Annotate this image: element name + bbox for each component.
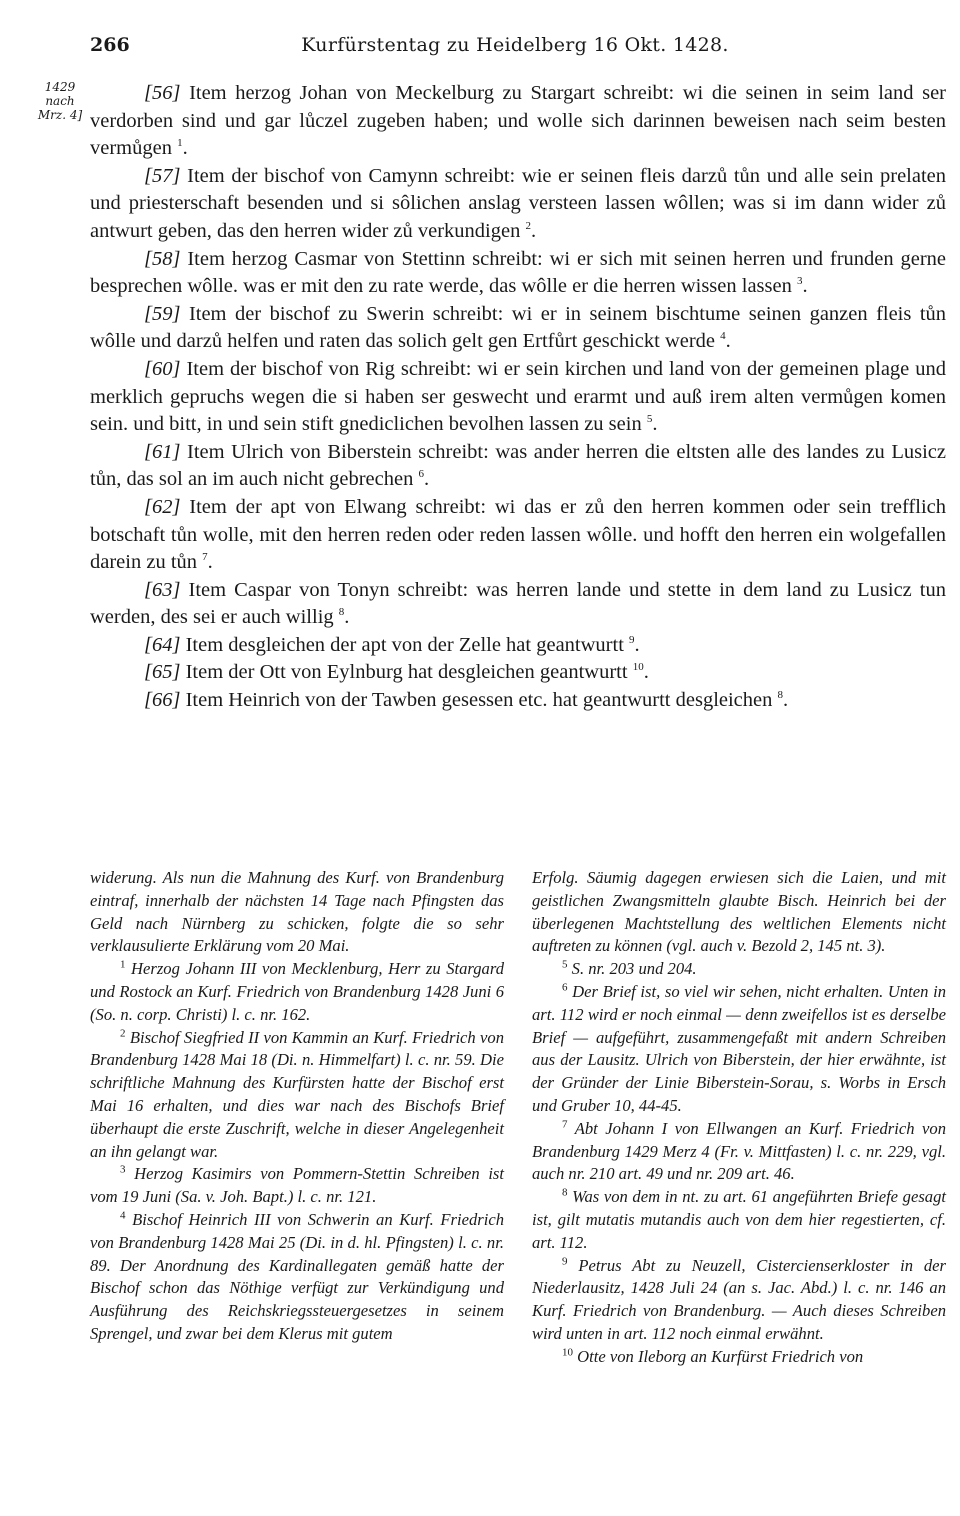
entry-paragraph [90,439,946,494]
footnote-mark: 5 [562,958,568,971]
margin-date-note [32,80,88,122]
page-header [90,34,940,64]
margin-note-line: 1429 [44,80,76,94]
footnote [532,981,946,1118]
margin-note-line: Mrz. 4] [37,108,83,122]
entry-number: [62] [144,495,181,518]
footnote-text: Der Brief ist, so viel wir sehen, nicht erhalten. Unten in art. 112 wird er noch einmal — denn zweifellos ist es derselbe Brief — aufgeführt, zusammengefaßt mit andern Schreiben aus der Lausitz. Ulrich von Biberstein, der hier erwähnte, ist der Gründer der Linie Biberstein-Sorau, s. Worbs in Ersch und Gruber 10, 44-45. [532,981,946,1115]
entry-number: [58] [144,247,181,270]
footnote-text: Bischof Heinrich III von Schwerin an Kurf. Friedrich von Brandenburg 1428 Mai 25 (Di. in d. hl. Pfingsten) l. c. nr. 89. Der Anordnung des Kardinallegaten gemäß hatte der Bischof schon das Nöthige verfügt zur Verkündigung und Ausführung des Reichskriegssteuergesetzes in seinem Sprengel, und zwar bei dem Klerus mit gutem [90,1209,504,1343]
footnote [90,1027,504,1164]
entry-end: . [423,468,430,491]
footnote [532,1255,946,1346]
entry-paragraph [90,301,946,356]
entry-end: . [725,330,731,353]
footnote [90,958,504,1026]
entry-number: [63] [144,578,181,601]
entry-end: . [344,606,350,629]
entry-end: . [182,137,188,160]
footnote-text: Erfolg. Säumig dagegen erwiesen sich die Laien, und mit geistlichen Zwangsmitteln glaubte Bisch. Heinrich bei der überlegenen Machtstellung des weltlichen Elements nicht auftreten zu können (vgl. auch v. Bezold 2, 145 nt. 3). [532,868,946,956]
footnote-mark: 1 [120,958,126,971]
footnote-text: S. nr. 203 und 204. [571,959,697,979]
entry-number: [60] [144,357,181,380]
entry-end: . [802,275,808,298]
entry-number: [65] [144,661,181,684]
entry-number: [66] [144,689,181,712]
footnote [90,867,504,958]
footnote-reference: 4 [720,330,726,343]
footnote-text: widerung. Als nun die Mahnung des Kurf. von Brandenburg eintraf, innerhalb der nächsten 14 Tage nach Pfingsten das Geld nach Nürnberg zu schicken, folgte die so sehr verklausulierte Erklärung vom 20 Mai. [90,868,504,956]
entry-end: . [207,551,213,574]
footnotes-right-column [532,867,946,1369]
footnotes-left-column [90,867,504,1346]
footnote-reference: 6 [418,468,424,481]
footnote-text: Petrus Abt zu Neuzell, Cistercienserkloster in der Niederlausitz, 1428 Juli 24 (an s. Jac. Abd.) l. c. nr. 146 an Kurf. Friedrich von Brandenburg. — Auch dieses Schreiben wird unten in art. 112 noch einmal erwähnt. [532,1255,946,1343]
footnote-mark: 7 [562,1118,568,1131]
entry-paragraph [90,687,946,715]
entry-text: Item der bischof von Camynn schreibt: wie er seinen fleis darzů tůn und alle sein prelaten und priesterschaft besenden und si sôlichen anslag versteen lassen wôllen; was si im dann wider zů antwurt geben, das den herren wider zů verkundigen [90,164,947,242]
footnote-mark: 4 [120,1209,126,1222]
entry-end: . [634,633,640,656]
footnote-text: Herzog Kasimirs von Pommern-Stettin Schreiben ist vom 19 Juni (Sa. v. Joh. Bapt.) l. c. nr. 121. [90,1164,505,1207]
entry-text: Item desgleichen der apt von der Zelle hat geantwurtt [185,633,624,656]
entry-paragraph [90,494,946,577]
entry-paragraph [90,659,946,687]
entry-text: Item der bischof von Rig schreibt: wi er sein kirchen und land von der gemeinen plage und merklich gepruchs wegen die si haben ser geswecht und erarmt und auß irem alten vermůgen komen sein. und bitt, in und sein stift gnediclichen bevolhen lassen zu sein [90,357,947,436]
entry-end: . [652,413,658,436]
footnote-text: Bischof Siegfried II von Kammin an Kurf. Friedrich von Brandenburg 1428 Mai 18 (Di. n. Himmelfart) l. c. nr. 59. Die schriftliche Mahnung des Kurfürsten hatte der Bischof erst Mai 16 erhalten, und dies war nach des Bischofs Brief überhaupt die erste Zuschrift, welche in dieser Angelegenheit an ihn gelangt war. [90,1027,504,1161]
entry-text: Item der bischof zu Swerin schreibt: wi er in seinem bischtume seinen ganzen fleis tůn wôlle und darzů helfen und raten das solich gelt gen Ertfůrt geschickt werde [90,302,947,353]
footnote [90,1209,504,1346]
footnote-mark: 10 [562,1346,573,1359]
footnote [90,1163,504,1209]
footnote-text: Otte von Ileborg an Kurfürst Friedrich von [577,1346,864,1366]
entry-paragraph [90,80,946,163]
footnote-mark: 6 [562,981,568,994]
footnote-text: Herzog Johann III von Mecklenburg, Herr zu Stargard und Rostock an Kurf. Friedrich von Brandenburg 1428 Juni 6 (So. n. corp. Christi) l. c. nr. 162. [90,959,504,1024]
footnote-reference: 9 [629,634,635,647]
footnote-mark: 8 [562,1186,568,1199]
entry-number: [57] [144,164,181,187]
footnote [532,867,946,958]
footnote-reference: 2 [525,220,531,233]
page-number: 266 [90,34,130,56]
footnote-reference: 1 [177,137,183,150]
entry-end: . [530,219,537,242]
entry-number: [59] [144,302,181,325]
footnote-text: Abt Johann I von Ellwangen an Kurf. Friedrich von Brandenburg 1429 Merz 4 (Fr. v. Mittfasten) l. c. nr. 229, vgl. auch nr. 210 art. 49 und nr. 209 art. 46. [532,1118,946,1184]
footnote [532,1118,946,1186]
entry-paragraph [90,577,946,632]
entry-end: . [783,689,789,712]
running-title: Kurfürstentag zu Heidelberg 16 Okt. 1428. [301,34,729,56]
entry-number: [56] [144,82,181,104]
entry-paragraph [90,163,946,246]
footnote-mark: 2 [120,1027,126,1040]
entry-paragraph [90,632,946,660]
footnote [532,958,946,981]
entry-paragraph [90,246,946,301]
entry-text: Item Caspar von Tonyn schreibt: was herren lande und stette in dem land zu Lusicz tun werden, des sei er auch willig [90,578,946,629]
entry-number: [64] [144,633,181,656]
entry-paragraph [90,356,946,439]
entry-text: Item herzog Casmar von Stettinn schreibt: wi er sich mit seinen herren und frunden gerne besprechen wôlle. was er mit den zu rate werde, das wôlle er die herren wissen lassen [90,247,947,298]
main-text [90,80,946,715]
entry-number: [61] [144,440,181,463]
footnote-text: Was von dem in nt. zu art. 61 angeführten Briefe gesagt ist, gilt mutatis mutandis auch von dem hier regestierten, cf. art. 112. [532,1187,946,1252]
entry-text: Item Ulrich von Biberstein schreibt: was ander herren die eltsten alle des landes zu Lusicz tůn, das sol an im auch nicht gebrechen [90,440,946,491]
footnote-mark: 3 [120,1163,126,1176]
footnote-reference: 8 [777,689,784,702]
entry-text: Item der Ott von Eylnburg hat desgleichen geantwurtt [185,661,628,684]
footnote-mark: 9 [562,1255,568,1268]
footnote-reference: 3 [796,275,803,288]
footnote-reference: 5 [646,413,653,426]
entry-text: Item herzog Johan von Meckelburg zu Stargart schreibt: wi die seinen in seim land ser verdorben sind und gar lůczel zugeben haben; und wolle sich darinnen beweisen nach seim besten vermůgen [90,82,947,160]
footnote [532,1186,946,1254]
footnote-reference: 7 [202,551,208,564]
entry-text: Item der apt von Elwang schreibt: wi das er zů den herren kommen oder sein trefflich botschaft tůn wolle, mit den herren reden oder reden lassen wôlle. und hofft den herren ein wolgefallen darein zu tůn [90,495,946,574]
footnote-reference: 10 [632,661,644,674]
entry-text: Item Heinrich von der Tawben gesessen etc. hat geantwurtt desgleichen [185,689,773,712]
margin-note-line: nach [45,94,75,108]
footnote [532,1346,946,1369]
footnote-reference: 8 [338,606,345,619]
entry-end: . [643,661,649,684]
